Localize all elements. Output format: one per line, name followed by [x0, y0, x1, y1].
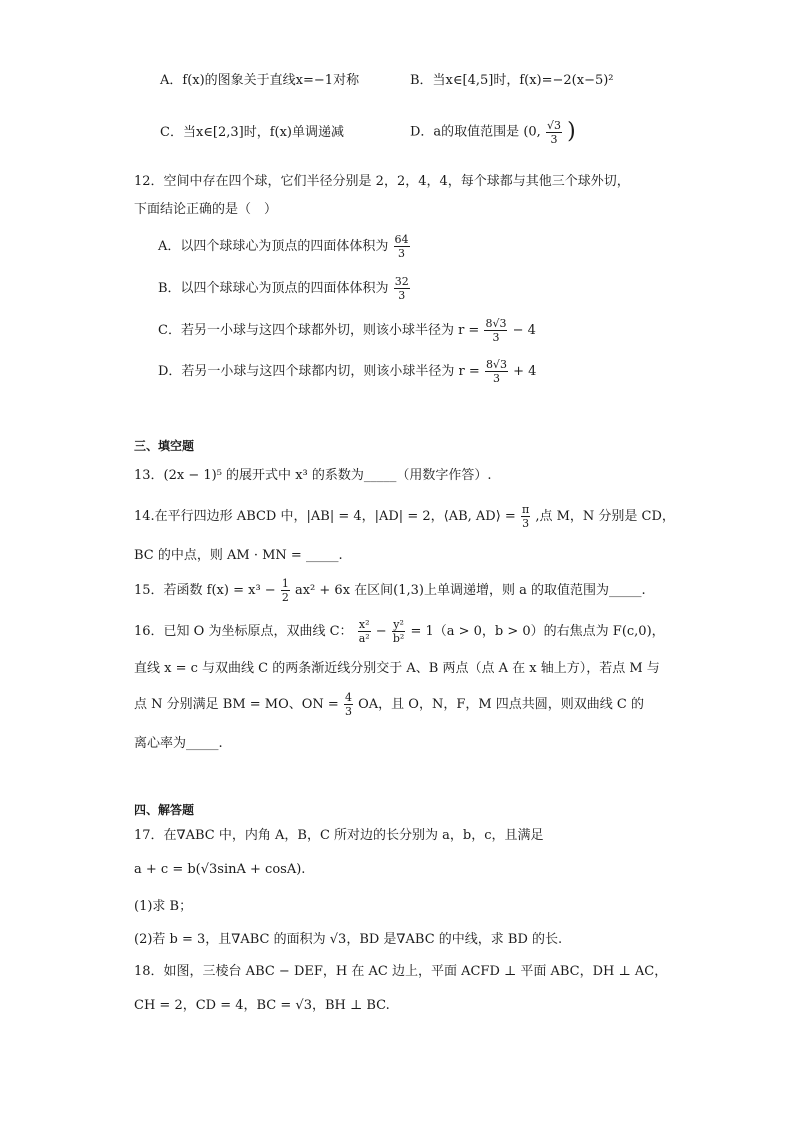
fraction-numerator: 64 — [394, 233, 409, 246]
q12-option-a-fraction — [394, 233, 410, 260]
q12-stem-line1: 12．空间中存在四个球，它们半径分别是 2，2，4，4，每个球都与其他三个球外切， — [134, 174, 630, 189]
fraction-numerator: x² — [358, 618, 370, 631]
q14-line1-part-a: 14.在平行四边形 ABCD 中，|AB| = 4，|AD| = 2，⟨AB, AD⟩ = — [134, 509, 516, 524]
question-16-line3 — [134, 688, 644, 722]
q12-option-c-fraction — [484, 317, 507, 344]
fraction-numerator: π — [521, 503, 530, 516]
fraction-numerator: 32 — [394, 275, 409, 288]
q14-fraction — [521, 503, 530, 530]
fraction-denominator: 3 — [398, 289, 406, 302]
fraction-numerator: 8√3 — [485, 317, 507, 330]
q16-line3-part-b: OA，且 O，N，F，M 四点共圆，则双曲线 C 的 — [358, 697, 644, 712]
q12-option-b-text: B．以四个球球心为顶点的四面体体积为 — [158, 281, 389, 296]
q16-fraction-x — [358, 618, 371, 645]
q12-option-a-text: A．以四个球球心为顶点的四面体体积为 — [158, 239, 389, 254]
fraction-denominator: 3 — [398, 247, 406, 260]
question-13: 13．(2x − 1)⁵ 的展开式中 x³ 的系数为_____（用数字作答）. — [134, 468, 492, 483]
question-18-line2: CH = 2，CD = 4，BC = √3，BH ⊥ BC. — [134, 998, 390, 1013]
q12-option-b — [158, 272, 411, 306]
q11-option-d-open: (0, — [523, 124, 541, 140]
fraction-numerator: 4 — [344, 691, 352, 704]
q16-minus: − — [375, 624, 387, 639]
question-14-line2: BC 的中点，则 AM · MN = _____. — [134, 548, 343, 563]
question-17-line3: (1)求 B； — [134, 899, 193, 914]
question-17-line4: (2)若 b = 3，且∇ABC 的面积为 √3，BD 是∇ABC 的中线，求 BD 的长. — [134, 932, 563, 947]
fraction-denominator: 3 — [550, 132, 558, 146]
q12-option-c — [158, 314, 536, 348]
q12-option-c-tail: − 4 — [512, 323, 536, 338]
question-16-line2: 直线 x = c 与双曲线 C 的两条渐近线分别交于 A、B 两点（点 A 在 x 轴上方），若点 M 与 — [134, 661, 660, 676]
q12-option-a — [158, 230, 411, 264]
question-14-line1 — [134, 500, 675, 534]
fraction-numerator: √3 — [546, 118, 561, 132]
q12-option-d-fraction — [485, 358, 508, 385]
q12-option-c-text: C．若另一小球与这四个球都外切，则该小球半径为 r = — [158, 323, 480, 338]
q15-part-b: ax² + 6x 在区间(1,3)上单调递增，则 a 的取值范围为_____. — [294, 583, 646, 598]
q11-option-d-close: ) — [567, 119, 576, 144]
q14-line1-part-b: ,点 M，N 分别是 CD， — [535, 509, 675, 524]
q15-fraction — [281, 577, 290, 604]
fraction-denominator: 3 — [492, 372, 500, 385]
fraction-denominator: a² — [358, 632, 370, 645]
q12-option-d-text: D．若另一小球与这四个球都内切，则该小球半径为 r = — [158, 364, 480, 379]
section-heading-fill-in: 三、填空题 — [134, 439, 195, 453]
q12-option-d — [158, 355, 536, 389]
q11-option-d-fraction — [546, 119, 562, 146]
q16-line3-part-a: 点 N 分别满足 BM = MO、ON = — [134, 697, 339, 712]
fraction-denominator: 3 — [492, 331, 500, 344]
q11-option-a: A．f(x)的图象关于直线x=−1对称 — [160, 73, 360, 88]
question-15 — [134, 574, 646, 608]
q12-option-d-tail: + 4 — [513, 364, 537, 379]
question-17-line1: 17．在∇ABC 中，内角 A，B，C 所对边的长分别为 a，b，c，且满足 — [134, 828, 544, 843]
question-18-line1: 18．如图，三棱台 ABC − DEF，H 在 AC 边上，平面 ACFD ⊥ 平面 ABC，DH ⊥ AC， — [134, 964, 668, 979]
fraction-numerator: y² — [393, 618, 404, 631]
question-17-line2: a + c = b(√3sinA + cosA). — [134, 862, 306, 877]
q12-stem-line2: 下面结论正确的是（ ） — [134, 202, 278, 217]
q11-option-b: B．当x∈[4,5]时，f(x)=−2(x−5)² — [410, 73, 614, 88]
q16-fraction-4-3 — [344, 691, 353, 718]
q11-option-d — [410, 115, 576, 150]
question-16-line4: 离心率为_____. — [134, 736, 223, 751]
fraction-denominator: 2 — [281, 591, 289, 604]
q15-part-a: 15．若函数 f(x) = x³ − — [134, 583, 276, 598]
fraction-denominator: b² — [392, 632, 405, 645]
fraction-numerator: 1 — [281, 577, 289, 590]
q16-fraction-y — [392, 618, 405, 645]
q16-line1-part-a: 16．已知 O 为坐标原点，双曲线 C： — [134, 624, 353, 639]
section-heading-answer: 四、解答题 — [134, 803, 195, 817]
fraction-denominator: 3 — [344, 705, 352, 718]
fraction-numerator: 8√3 — [485, 358, 507, 371]
q16-line1-part-b: = 1（a > 0，b > 0）的右焦点为 F(c,0)， — [410, 624, 665, 639]
q11-option-d-text: D．a的取值范围是 — [410, 124, 520, 140]
question-16-line1 — [134, 615, 665, 649]
fraction-denominator: 3 — [522, 517, 530, 530]
q11-option-c: C．当x∈[2,3]时，f(x)单调递减 — [160, 125, 345, 140]
q12-option-b-fraction — [394, 275, 410, 302]
